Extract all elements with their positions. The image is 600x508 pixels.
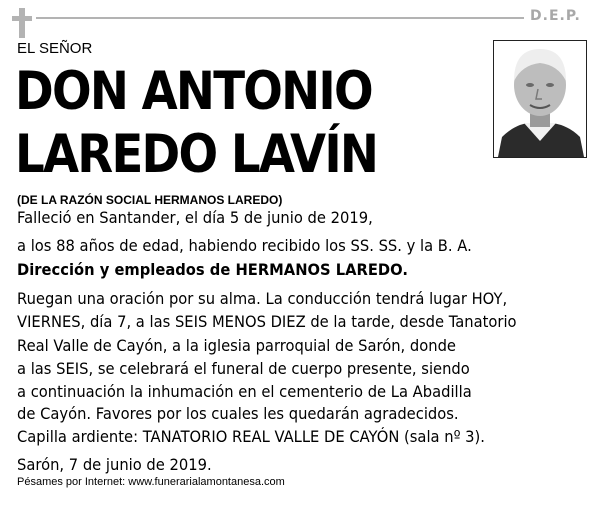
deceased-photo [493,40,587,158]
body-line: Capilla ardiente: TANATORIO REAL VALLE DE CAYÓN (sala nº 3). [17,427,485,446]
body-line: a continuación la inhumación en el cementerio de La Abadilla [17,382,472,401]
place-date: Sarón, 7 de junio de 2019. [17,455,212,474]
top-rule [36,17,524,19]
company-note: (DE LA RAZÓN SOCIAL HERMANOS LAREDO) [17,193,283,207]
deceased-name-line-1: DON ANTONIO [15,61,372,122]
body-line: VIERNES, día 7, a las SEIS MENOS DIEZ de la tarde, desde Tanatorio [17,312,517,331]
deceased-name-line-2: LAREDO LAVÍN [15,124,378,185]
body-line: a las SEIS, se celebrará el funeral de cuerpo presente, siendo [17,359,470,378]
body-line: de Cayón. Favores por los cuales les quedarán agradecidos. [17,404,459,423]
body-line: Ruegan una oración por su alma. La conducción tendrá lugar HOY, [17,289,508,308]
internet-condolences: Pésames por Internet: www.funerarialamontanesa.com [17,476,285,488]
honorific: EL SEÑOR [17,40,93,57]
cross-icon [12,8,32,38]
death-announcement-line-2: a los 88 años de edad, habiendo recibido los SS. SS. y la B. A. [17,236,472,255]
dep-label: D.E.P. [530,8,581,24]
mourners-line: Dirección y empleados de HERMANOS LAREDO. [17,260,408,279]
death-announcement-line-1: Falleció en Santander, el día 5 de junio de 2019, [17,208,373,227]
body-line: Real Valle de Cayón, a la iglesia parroquial de Sarón, donde [17,336,456,355]
